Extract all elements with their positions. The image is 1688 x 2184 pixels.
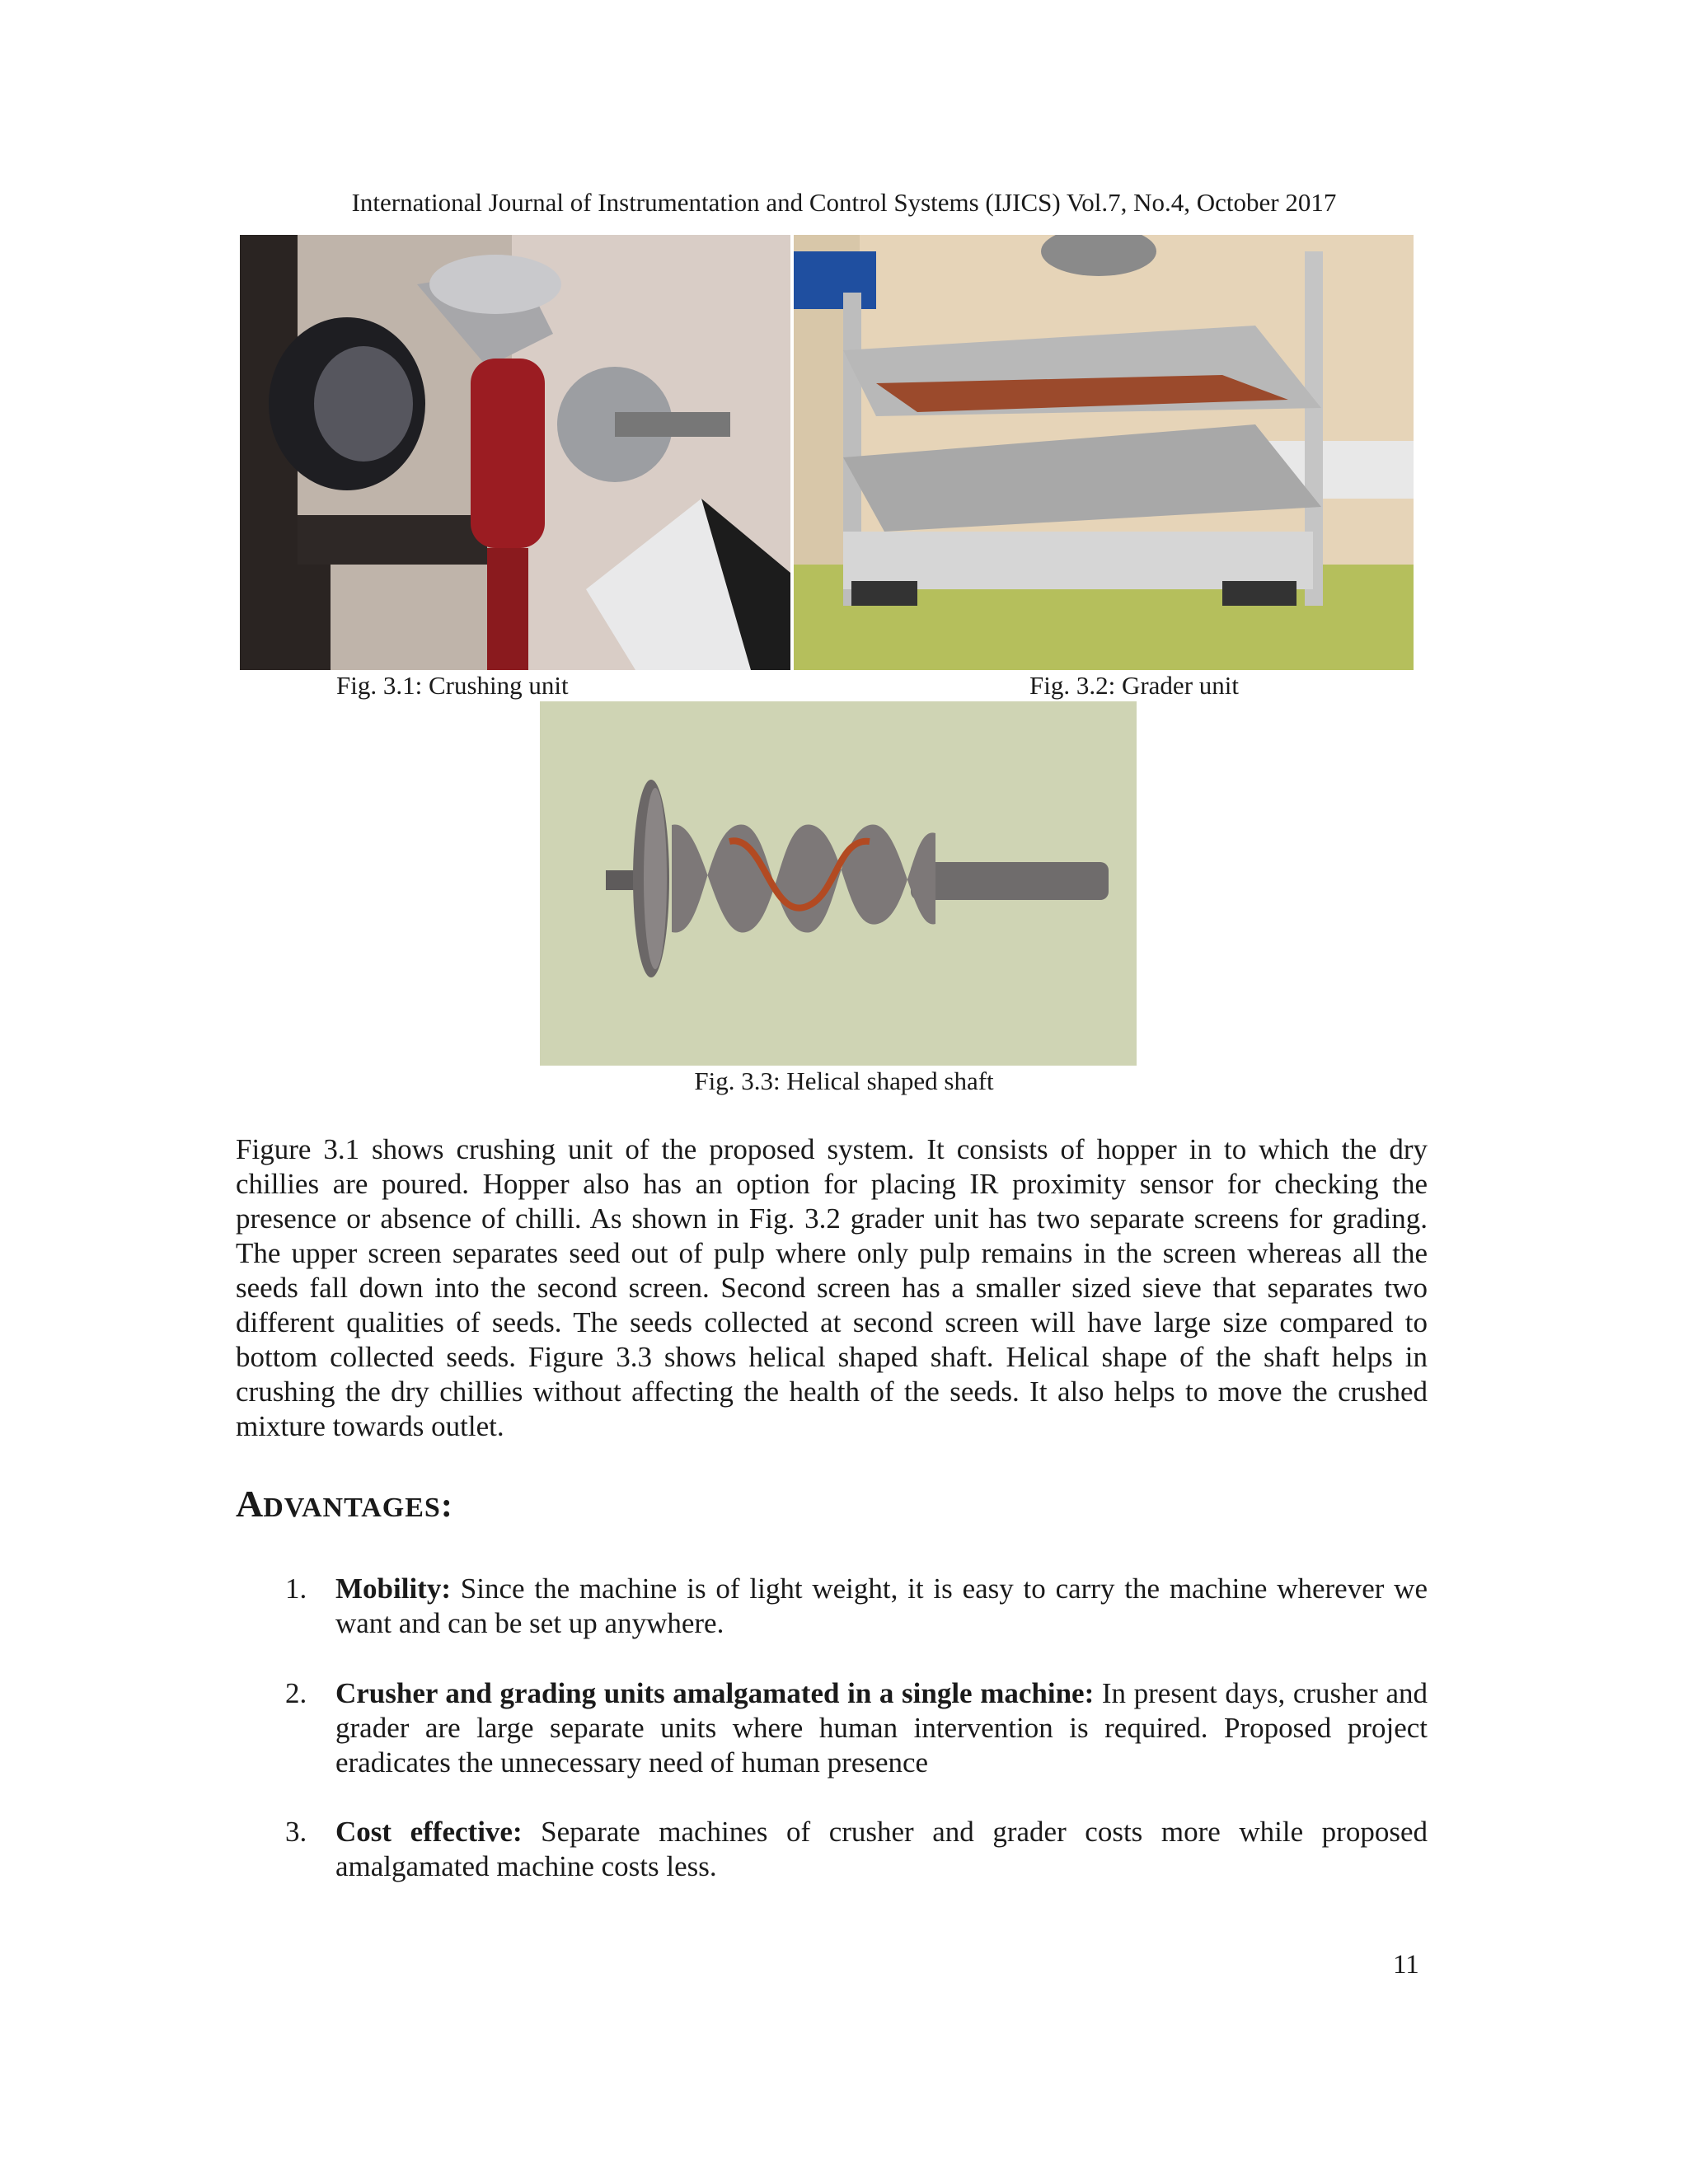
list-item	[285, 1572, 1428, 1641]
section-heading-advantages	[236, 1483, 452, 1529]
body-paragraph: Figure 3.1 shows crushing unit of the proposed system. It consists of hopper in to which the dry chillies are poured. Hopper also has an option for placing IR proximity sensor for checking the presence or absence of chilli. As shown in Fig. 3.2 grader unit has two separate screens for grading. The upper screen separates seed out of pulp where only pulp remains in the screen whereas all the seeds fall down into the second screen. Second screen has a smaller sized sieve that separates two different qualities of seeds. The seeds collected at second screen will have large size compared to bottom collected seeds. Figure 3.3 shows helical shaped shaft. Helical shape of the shaft helps in crushing the dry chillies without affecting the health of the seeds. It also helps to move the crushed mixture towards outlet.	[236, 1133, 1428, 1442]
list-number: 2.	[285, 1677, 307, 1709]
list-number: 3.	[285, 1816, 307, 1848]
figure-caption-3-3: Fig. 3.3: Helical shaped shaft	[694, 1066, 994, 1095]
list-item	[285, 1815, 1428, 1884]
running-header: International Journal of Instrumentation and Control Systems (IJICS) Vol.7, No.4, October 2017	[351, 188, 1337, 217]
list-item-title: Mobility:	[335, 1572, 451, 1605]
heading-colon: :	[440, 1487, 452, 1525]
figure-caption-3-1: Fig. 3.1: Crushing unit	[336, 671, 569, 700]
figure-caption-3-2: Fig. 3.2: Grader unit	[1029, 671, 1239, 700]
list-item-title: Crusher and grading units amalgamated in a single machine:	[335, 1677, 1095, 1709]
grader-unit-photo	[794, 235, 1414, 670]
crushing-unit-photo	[240, 235, 790, 670]
list-item	[285, 1676, 1428, 1780]
helical-shaft-photo	[540, 701, 1137, 1066]
heading-rest: DVANTAGES	[263, 1493, 441, 1523]
heading-initial: A	[236, 1483, 264, 1525]
list-item-text: Since the machine is of light weight, it is easy to carry the machine wherever we want and can be set up anywhere.	[335, 1572, 1428, 1639]
page-number: 11	[1393, 1950, 1419, 1980]
list-item-title: Cost effective:	[335, 1816, 523, 1848]
list-item-text: Separate machines of crusher and grader costs more while proposed amalgamated machine costs less.	[335, 1816, 1428, 1882]
list-item-text: In present days, crusher and grader are large separate units where human intervention is required. Proposed project eradicates the unnecessary need of human presence	[335, 1677, 1428, 1779]
list-number: 1.	[285, 1572, 307, 1605]
